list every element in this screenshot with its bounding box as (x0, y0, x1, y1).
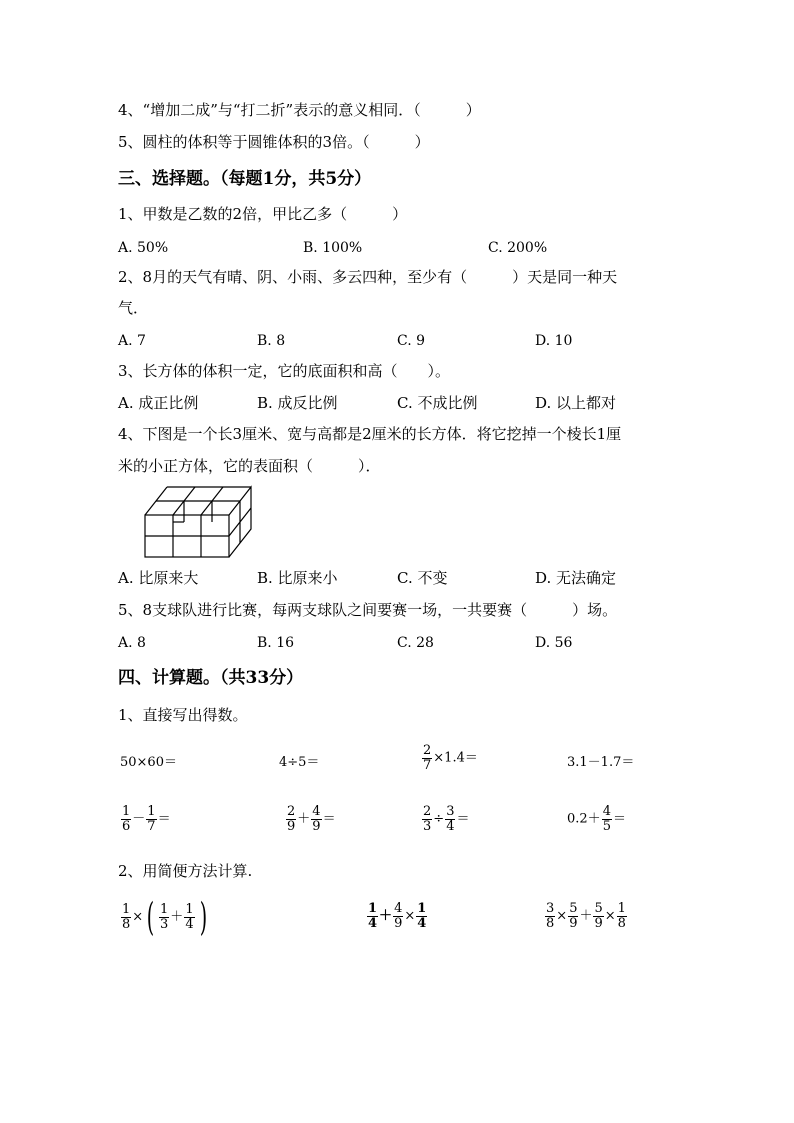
fraction-den: 5 (602, 818, 611, 834)
fraction-den: 9 (312, 818, 321, 834)
calc-r1-e1: 50×60＝ (120, 755, 177, 770)
mc-q4-option-d: D. 无法确定 (535, 569, 617, 587)
fraction-num: 1 (122, 804, 131, 819)
judge-q5: 5、圆柱的体积等于圆锥体积的3倍。（ ） (118, 133, 430, 151)
operator: × (132, 909, 144, 925)
mc-q3-option-a: A. 成正比例 (118, 394, 199, 412)
equals-sign: ＝ (456, 811, 470, 827)
operator: ＋ (579, 908, 593, 924)
mc-q3-option-c: C. 不成比例 (397, 394, 478, 412)
fraction-den: 8 (122, 916, 131, 932)
operator: × (404, 908, 416, 924)
calc-r1-e3-rest: ×1.4＝ (433, 750, 478, 766)
operator: ÷ (433, 811, 445, 827)
fraction-num: 4 (312, 804, 321, 819)
fraction-num: 1 (147, 804, 156, 819)
mc-q2-option-b: B. 8 (257, 333, 286, 349)
fraction-den: 4 (185, 916, 194, 932)
right-paren: ) (199, 895, 207, 939)
fraction-den: 9 (394, 915, 403, 931)
mc-q1-option-c: C. 200% (488, 240, 548, 256)
operator: × (604, 908, 616, 924)
mc-q4-option-c: C. 不变 (397, 569, 448, 587)
fraction-den: 6 (122, 818, 131, 834)
cuboid-figure (140, 482, 260, 562)
fraction-num: 4 (394, 901, 403, 916)
calc-r2-e2 (285, 805, 336, 833)
fraction-num: 1 (617, 901, 626, 916)
fraction-den: 4 (368, 915, 378, 931)
operator: ＋ (297, 811, 311, 827)
fraction-den: 3 (160, 916, 169, 932)
left-paren: ( (146, 895, 155, 939)
fraction-den: 8 (546, 915, 555, 931)
equals-sign: ＝ (157, 811, 171, 827)
mc-q2-stem-line1: 2、8月的天气有晴、阴、小雨、多云四种，至少有（ ）天是同一种天 (118, 268, 618, 286)
calc-r2-e1 (120, 805, 171, 833)
fraction-num: 1 (417, 901, 427, 916)
calc-r3-e2 (366, 902, 428, 930)
calc-r1-e2: 4÷5＝ (279, 755, 320, 770)
fraction-num: 1 (160, 901, 169, 917)
mc-q4-stem-line1: 4、下图是一个长3厘米、宽与高都是2厘米的长方体．将它挖掉一个棱长1厘 (118, 425, 622, 443)
operator: － (132, 811, 146, 827)
equals-sign: ＝ (612, 811, 626, 827)
operator: × (556, 908, 568, 924)
mc-q1-stem: 1、甲数是乙数的2倍，甲比乙多（ ） (118, 205, 408, 223)
mc-q4-stem-line2: 米的小正方体，它的表面积（ ）． (118, 457, 381, 475)
mc-q2-stem-line2: 气． (118, 299, 149, 317)
calc-r2-e4 (567, 805, 626, 833)
fraction-den: 9 (594, 915, 603, 931)
fraction-num: 3 (446, 804, 455, 819)
mc-q5-option-b: B. 16 (257, 635, 295, 651)
judge-q4: 4、“增加二成”与“打二折”表示的意义相同．（ ） (118, 101, 481, 119)
mc-q5-option-d: D. 56 (535, 635, 573, 651)
mc-q4-option-b: B. 比原来小 (257, 569, 338, 587)
mc-q4-option-a: A. 比原来大 (118, 569, 199, 587)
mc-q1-option-b: B. 100% (303, 240, 363, 256)
calc-r3-e3 (544, 902, 628, 930)
mc-q1-option-a: A. 50% (118, 240, 169, 256)
operator: ＋ (379, 908, 393, 924)
mc-q2-option-c: C. 9 (397, 333, 426, 349)
mc-q5-option-a: A. 8 (118, 635, 146, 651)
calc-part1-title: 1、直接写出得数。 (118, 706, 248, 724)
fraction-num: 4 (602, 804, 611, 819)
calc-r1-e3-num: 2 (423, 743, 432, 758)
mc-q3-option-d: D. 以上都对 (535, 394, 617, 412)
fraction-den: 3 (423, 818, 432, 834)
fraction-num: 2 (423, 804, 432, 819)
fraction-num: 5 (569, 901, 578, 916)
fraction-den: 8 (617, 915, 626, 931)
fraction-den: 4 (446, 818, 455, 834)
fraction-den: 9 (287, 818, 296, 834)
fraction-den: 7 (147, 818, 156, 834)
fraction-num: 5 (594, 901, 603, 916)
fraction-num: 1 (185, 901, 194, 917)
fraction-num: 3 (546, 901, 555, 916)
calc-r1-e3-den: 7 (423, 757, 432, 773)
mc-q3-stem: 3、长方体的体积一定，它的底面积和高（ ）。 (118, 362, 451, 380)
calc-r1-e4: 3.1－1.7＝ (567, 755, 635, 770)
operator: ＋ (170, 909, 184, 925)
equals-sign: ＝ (322, 811, 336, 827)
operand: 0.2＋ (567, 811, 601, 827)
calc-r1-e3 (421, 744, 478, 772)
mc-q5-stem: 5、8支球队进行比赛，每两支球队之间要赛一场，一共要赛（ ）场。 (118, 601, 618, 619)
fraction-num: 2 (287, 804, 296, 819)
mc-q3-option-b: B. 成反比例 (257, 394, 338, 412)
mc-q5-option-c: C. 28 (397, 635, 434, 651)
calc-r3-e1 (120, 895, 210, 939)
calc-r2-e3 (421, 805, 469, 833)
mc-q2-option-a: A. 7 (118, 333, 146, 349)
fraction-den: 9 (569, 915, 578, 931)
calc-part2-title: 2、用简便方法计算. (118, 862, 253, 880)
mc-q2-option-d: D. 10 (535, 333, 573, 349)
fraction-den: 4 (417, 915, 427, 931)
section4-title: 四、计算题。（共33分） (118, 668, 304, 688)
section3-title: 三、选择题。（每题1分，共5分） (118, 169, 372, 189)
fraction-num: 1 (122, 901, 131, 917)
fraction-num: 1 (368, 901, 378, 916)
